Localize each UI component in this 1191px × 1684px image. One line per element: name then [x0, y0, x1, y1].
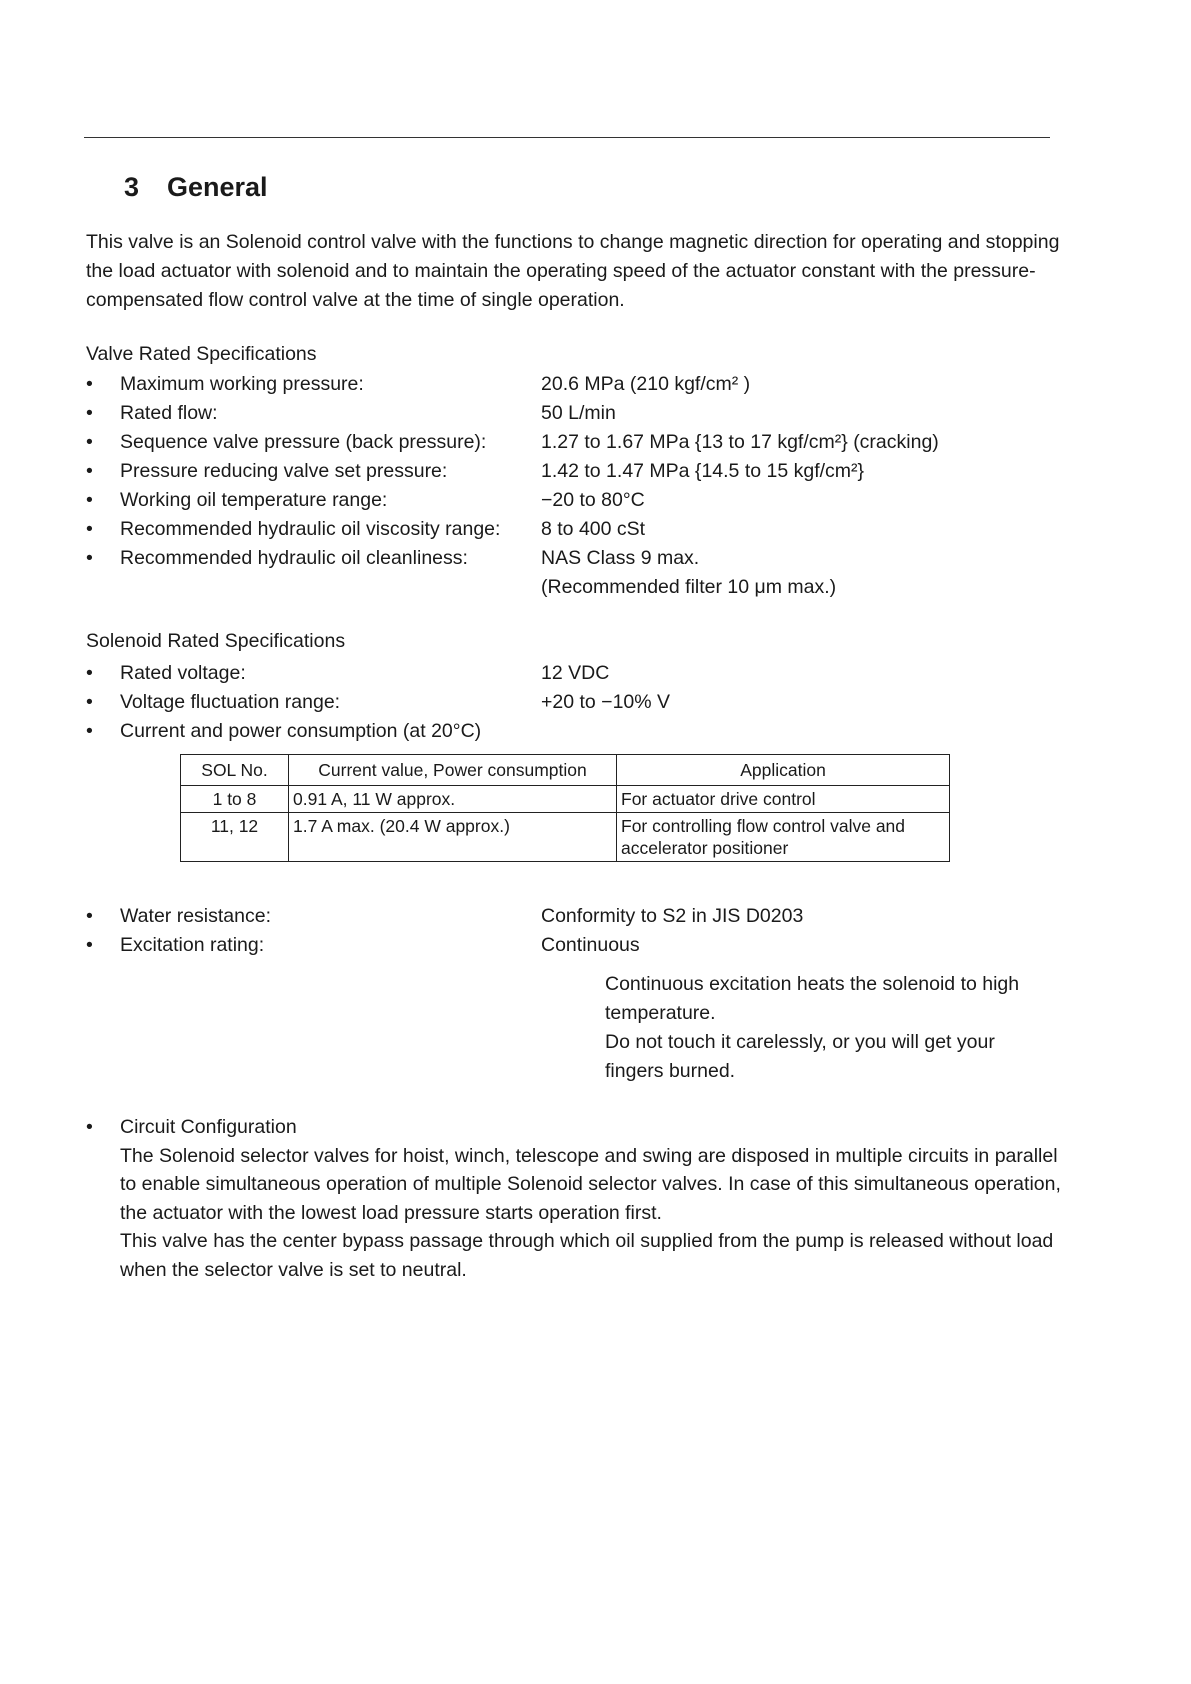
- table-cell: For actuator drive control: [617, 786, 950, 813]
- bullet-icon: •: [86, 489, 93, 511]
- bullet-icon: •: [86, 402, 93, 424]
- valve-specs-title: Valve Rated Specifications: [86, 343, 317, 365]
- bullet-icon: •: [86, 1116, 93, 1138]
- spec-value: 1.27 to 1.67 MPa {13 to 17 kgf/cm²} (cracking): [541, 431, 939, 453]
- table-cell: For controlling flow control valve and accelerator positioner: [617, 813, 950, 862]
- spec-label: Excitation rating:: [120, 934, 265, 956]
- bullet-icon: •: [86, 691, 93, 713]
- spec-value: 50 L/min: [541, 402, 616, 424]
- bullet-icon: •: [86, 720, 93, 742]
- caution-line: Continuous excitation heats the solenoid to high temperature.: [605, 973, 1020, 1024]
- spec-label: Recommended hydraulic oil cleanliness:: [120, 547, 468, 569]
- header-rule: [84, 137, 1050, 138]
- spec-label: Maximum working pressure:: [120, 373, 364, 395]
- spec-value: 20.6 MPa (210 kgf/cm² ): [541, 373, 751, 395]
- filter-note: (Recommended filter 10 μm max.): [541, 576, 837, 598]
- spec-value: NAS Class 9 max.: [541, 547, 700, 569]
- spec-label: Water resistance:: [120, 905, 271, 927]
- table-cell: 1.7 A max. (20.4 W approx.): [289, 813, 617, 862]
- spec-value: +20 to −10% V: [541, 691, 671, 713]
- spec-label: Voltage fluctuation range:: [120, 691, 341, 713]
- bullet-icon: •: [86, 662, 93, 684]
- circuit-paragraph: The Solenoid selector valves for hoist, winch, telescope and swing are disposed in multiple circuits in parallel to enable simultaneous operation of multiple Solenoid selector valves. In case of this simultaneous operation, the actuator with the lowest load pressure starts operation first.: [120, 1144, 1061, 1224]
- caution-line: Do not touch it carelessly, or you will get your fingers burned.: [605, 1031, 995, 1082]
- bullet-icon: •: [86, 431, 93, 453]
- table-header: Application: [617, 755, 950, 786]
- spec-value: 8 to 400 cSt: [541, 518, 646, 540]
- bullet-icon: •: [86, 518, 93, 540]
- circuit-configuration: [86, 1113, 1076, 1285]
- spec-label: Rated voltage:: [120, 662, 246, 684]
- spec-label: Rated flow:: [120, 402, 218, 424]
- circuit-paragraph: This valve has the center bypass passage through which oil supplied from the pump is released without load when the selector valve is set to neutral.: [120, 1230, 1054, 1281]
- circuit-title: Circuit Configuration: [120, 1116, 297, 1138]
- table-row: [181, 813, 950, 862]
- section-heading: [124, 172, 268, 203]
- solenoid-table: [180, 754, 950, 862]
- intro-paragraph: This valve is an Solenoid control valve with the functions to change magnetic direction for operating and stopping the load actuator with solenoid and to maintain the operating speed of the actuator constant with the pressure-compensated flow control valve at the time of single operation.: [86, 231, 1060, 311]
- bullet-icon: •: [86, 460, 93, 482]
- table-cell: 1 to 8: [181, 786, 289, 813]
- bullet-icon: •: [86, 934, 93, 956]
- table-header: Current value, Power consumption: [289, 755, 617, 786]
- section-number: 3: [124, 172, 140, 202]
- spec-value: Continuous: [541, 934, 640, 956]
- spec-label: Working oil temperature range:: [120, 489, 388, 511]
- table-cell: 0.91 A, 11 W approx.: [289, 786, 617, 813]
- table-header: SOL No.: [181, 755, 289, 786]
- spec-label: Current and power consumption (at 20°C): [120, 720, 482, 742]
- table-header-row: [181, 755, 950, 786]
- caution-note: [605, 970, 1055, 1086]
- spec-label: Pressure reducing valve set pressure:: [120, 460, 448, 482]
- section-title: General: [167, 172, 268, 202]
- spec-value: −20 to 80°C: [541, 489, 645, 511]
- spec-value: Conformity to S2 in JIS D0203: [541, 905, 804, 927]
- spec-label: Recommended hydraulic oil viscosity range:: [120, 518, 501, 540]
- bullet-icon: •: [86, 373, 93, 395]
- spec-value: 12 VDC: [541, 662, 610, 684]
- solenoid-specs-title: Solenoid Rated Specifications: [86, 630, 346, 652]
- table-row: [181, 786, 950, 813]
- spec-label: Sequence valve pressure (back pressure):: [120, 431, 487, 453]
- bullet-icon: •: [86, 905, 93, 927]
- table-cell: 11, 12: [181, 813, 289, 862]
- bullet-icon: •: [86, 547, 93, 569]
- spec-value: 1.42 to 1.47 MPa {14.5 to 15 kgf/cm²}: [541, 460, 865, 482]
